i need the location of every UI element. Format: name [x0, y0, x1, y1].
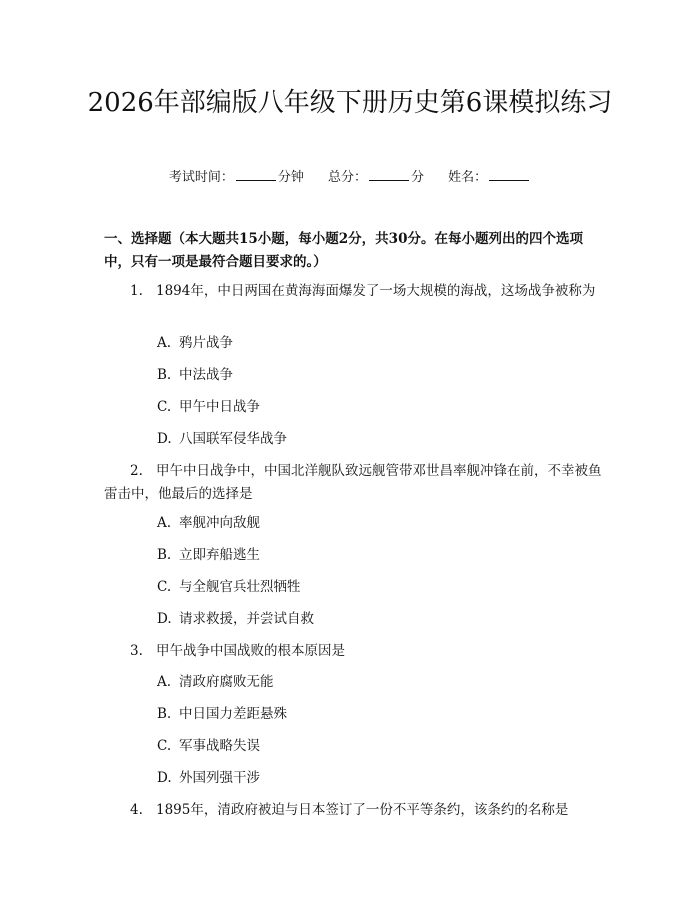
total-score-blank [369, 168, 409, 181]
question-2-option-c [157, 577, 597, 597]
question-2-option-a [157, 513, 597, 533]
option-text: 甲午中日战争 [179, 399, 260, 415]
section-heading: 一、选择题（本大题共15小题，每小题2分，共30分。在每小题列出的四个选项中，只有一项是最符合题目要求的。） [104, 231, 583, 270]
question-1-option-a [157, 333, 597, 353]
question-2-option-d [157, 609, 597, 629]
option-text: 清政府腐败无能 [179, 674, 274, 690]
option-letter: A. [157, 335, 172, 351]
option-letter: A. [157, 515, 172, 531]
option-text: 鸦片战争 [179, 335, 233, 351]
question-3-option-b [157, 704, 597, 724]
option-letter: B. [157, 547, 172, 563]
option-text: 中法战争 [179, 367, 233, 383]
option-letter: C. [157, 399, 172, 415]
option-text: 外国列强干涉 [179, 770, 260, 786]
exam-time-unit: 分钟 [277, 170, 304, 185]
option-letter: A. [157, 674, 172, 690]
option-text: 中日国力差距悬殊 [179, 706, 287, 722]
option-letter: B. [157, 367, 172, 383]
option-text: 率舰冲向敌舰 [179, 515, 260, 531]
option-text: 请求救援，并尝试自救 [179, 611, 314, 627]
option-letter: C. [157, 579, 172, 595]
option-letter: D. [157, 770, 172, 786]
option-text: 与全舰官兵壮烈牺牲 [179, 579, 301, 595]
option-letter: D. [157, 611, 172, 627]
total-score-label: 总分： [327, 170, 367, 185]
question-2-option-b [157, 545, 597, 565]
exam-time-label: 考试时间： [168, 170, 234, 185]
question-number: 1. [130, 283, 143, 299]
option-letter: D. [157, 431, 172, 447]
exam-time-blank [236, 168, 276, 181]
student-name-blank [489, 168, 529, 181]
option-text: 立即弃船逃生 [179, 547, 260, 563]
question-3-option-d [157, 768, 597, 788]
exam-time-field [169, 168, 304, 188]
question-text: 甲午中日战争中，中国北洋舰队致远舰管带邓世昌率舰冲锋在前，不幸被鱼雷击中，他最后的选择是 [104, 463, 602, 502]
page-title: 2026年部编版八年级下册历史第6课模拟练习 [87, 88, 613, 118]
question-4 [104, 799, 604, 822]
question-number: 3. [130, 643, 143, 659]
exam-info-bar [0, 168, 700, 188]
total-score-unit: 分 [411, 170, 425, 185]
question-3-option-c [157, 736, 597, 756]
question-1-option-c [157, 397, 597, 417]
option-letter: B. [157, 706, 172, 722]
question-number: 2. [130, 463, 143, 479]
question-2 [104, 460, 604, 506]
question-1 [104, 280, 604, 303]
question-3-option-a [157, 672, 597, 692]
question-text: 甲午战争中国战败的根本原因是 [156, 643, 345, 659]
student-name-label: 姓名： [448, 170, 488, 185]
question-3 [104, 640, 604, 663]
total-score-field [328, 168, 424, 188]
question-number: 4. [130, 802, 143, 818]
question-1-option-b [157, 365, 597, 385]
question-text: 1894年，中日两国在黄海海面爆发了一场大规模的海战，这场战争被称为 [156, 283, 596, 299]
option-text: 军事战略失误 [179, 738, 260, 754]
question-1-option-d [157, 429, 597, 449]
option-letter: C. [157, 738, 172, 754]
student-name-field [448, 168, 531, 188]
question-text: 1895年，清政府被迫与日本签订了一份不平等条约，该条约的名称是 [156, 802, 569, 818]
option-text: 八国联军侵华战争 [179, 431, 287, 447]
